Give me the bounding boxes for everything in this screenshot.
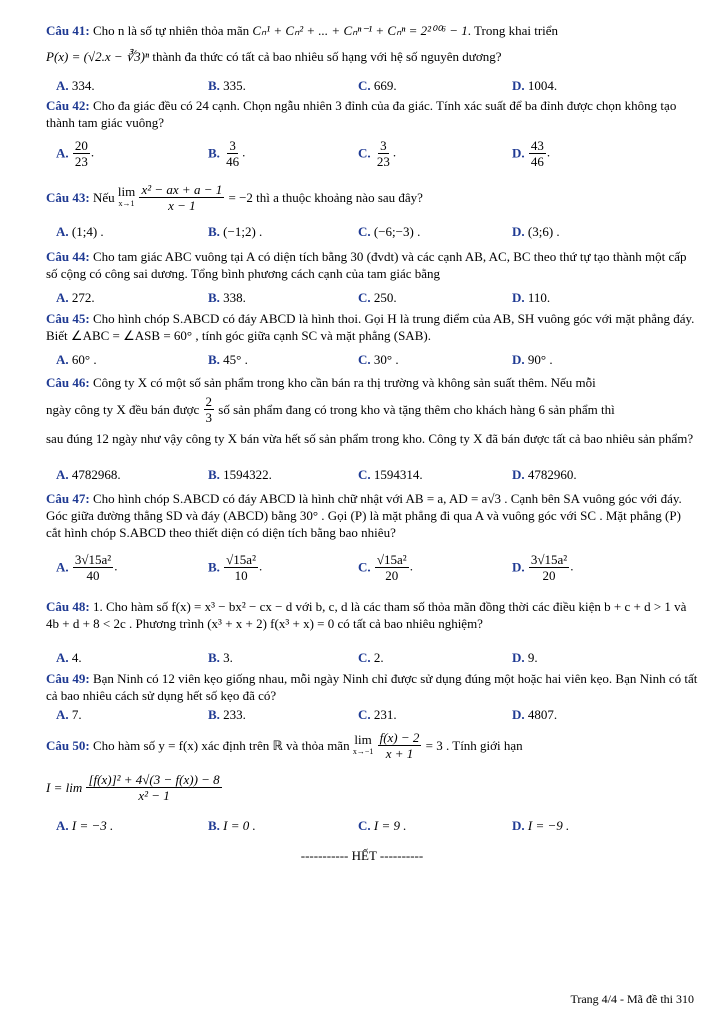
option-b[interactable]: B. $\frac{\text{√15a²}}{10}$ . (208, 552, 263, 583)
question-45 (46, 310, 698, 344)
option-b[interactable]: B. 233. (208, 707, 246, 722)
question-text: 1. Cho hàm số f(x) = x³ − bx² − cx − d với b, c, d là các tham số thỏa mãn đồng thời các điều kiện b + c + d > 1 và 4b + d + 8 < 2c . Phương trình (x³ + x + 2) f(x³ + x) = 0 có tất cả bao nhiêu nghiệm? (46, 599, 687, 631)
option-d[interactable]: D. 4807. (512, 707, 558, 722)
options-47 (46, 552, 686, 588)
question-46 (46, 374, 698, 391)
question-label: Câu 46: (46, 375, 90, 390)
option-c[interactable]: C. (−6;−3) . (358, 224, 421, 239)
option-a[interactable]: A. 4. (56, 650, 82, 665)
option-c[interactable]: C. 231. (358, 707, 397, 722)
question-text: Cho đa giác đều có 24 cạnh. Chọn ngẫu nhiên 3 đỉnh của đa giác. Tính xác suất để ba đỉnh được chọn không tạo thành tam giác vuông? (46, 98, 677, 130)
limit-fraction: $\frac{f(x) - 2}{x + 1}$ (379, 730, 420, 761)
limit-fraction: $\frac{\text{x² − ax + a − 1}}{x - 1}$ (141, 182, 223, 213)
question-49 (46, 670, 698, 704)
option-b[interactable]: B. 338. (208, 290, 246, 305)
option-c[interactable]: C. I = 9 . (358, 818, 407, 833)
question-46-line3 (46, 430, 698, 447)
option-a[interactable]: A. $\frac{\text{3√15a²}}{40}$ . (56, 552, 118, 583)
option-d[interactable]: D. $\frac{43}{46}$ . (512, 138, 551, 169)
question-41 (46, 22, 698, 39)
question-label: Câu 43: (46, 190, 90, 205)
limit-fraction: $\frac{\text{[f(x)]² + 4√(3 − f(x)) − 8}}{\text{x² − 1}}$ (88, 772, 220, 803)
fraction: $\frac{2}{3}$ (205, 394, 213, 425)
option-d[interactable]: D. 110. (512, 290, 551, 305)
option-c[interactable]: C. 1594314. (358, 467, 423, 482)
options-46 (46, 467, 686, 485)
option-b[interactable]: B. 1594322. (208, 467, 272, 482)
option-b[interactable]: B. 335. (208, 78, 246, 93)
options-49 (46, 707, 686, 725)
question-label: Câu 47: (46, 491, 90, 506)
question-text: Cho n là số tự nhiên thỏa mãn (92, 23, 250, 38)
question-label: Câu 48: (46, 599, 90, 614)
option-d[interactable]: D. 9. (512, 650, 538, 665)
question-label: Câu 41: (46, 23, 90, 38)
limit: lim x→−1 (352, 731, 374, 756)
option-a[interactable]: A. 272. (56, 290, 95, 305)
options-43 (46, 224, 686, 242)
question-text: Công ty X có một số sản phẩm trong kho cần bán ra thị trường và không sản suất thêm. Nếu mỗi (92, 375, 596, 390)
option-c[interactable]: C. 669. (358, 78, 397, 93)
option-d[interactable]: D. 1004. (512, 78, 558, 93)
option-a[interactable]: A. (1;4) . (56, 224, 104, 239)
option-c[interactable]: C. 30° . (358, 352, 399, 367)
option-a[interactable]: A. I = −3 . (56, 818, 114, 833)
option-a[interactable]: A. 7. (56, 707, 82, 722)
option-d[interactable]: D. I = −9 . (512, 818, 570, 833)
formula: P(x) = (√2.x − ∛3)ⁿ (46, 49, 150, 64)
option-b[interactable]: B. (−1;2) . (208, 224, 263, 239)
question-text: = −2 thì a thuộc khoảng nào sau đây? (228, 190, 423, 205)
options-44 (46, 290, 686, 308)
question-text: Cho hình chóp S.ABCD có đáy ABCD là hình chữ nhật với AB = a, AD = a√3 . Cạnh bên SA vuông góc với đáy. Góc giữa đường thẳng SD và đáy (ABCD) bằng 30° . Gọi (P) là mặt phẳng đi qua A và vuông góc với SC . Mặt phẳng (P) cắt hình chóp S.ABCD theo thiết diện có diện tích bằng bao nhiêu? (46, 491, 682, 540)
question-44 (46, 248, 698, 282)
options-42 (46, 138, 686, 172)
option-b[interactable]: B. $\frac{3}{46}$ . (208, 138, 246, 169)
option-b[interactable]: B. 45° . (208, 352, 248, 367)
question-42 (46, 97, 698, 131)
question-label: Câu 45: (46, 311, 90, 326)
formula: Cₙ¹ + Cₙ² + ... + Cₙⁿ⁻¹ + Cₙⁿ = 2²⁰⁰⁶ − 1 (252, 23, 468, 38)
question-text: thành đa thức có tất cả bao nhiêu số hạng với hệ số nguyên dương? (152, 49, 502, 64)
option-c[interactable]: C. $\frac{3}{23}$ . (358, 138, 397, 169)
options-45 (46, 352, 686, 370)
options-48 (46, 650, 686, 668)
end-marker: ----------- HẾT ---------- (300, 848, 424, 863)
question-46-line2: ngày công ty X đều bán được $\frac{2}{3}$ số sản phẩm đang có trong kho và tặng thêm cho khách hàng 6 sản phẩm thì (46, 394, 615, 425)
question-43: Câu 43: Nếu lim x→1 $\frac{\text{x² − ax + a − 1}}{x - 1}$ = −2 thì a thuộc khoảng nào sau đây? (46, 182, 423, 213)
option-c[interactable]: C. 2. (358, 650, 384, 665)
question-47 (46, 490, 698, 541)
option-d[interactable]: D. 4782960. (512, 467, 577, 482)
option-d[interactable]: D. (3;6) . (512, 224, 560, 239)
question-text: Bạn Ninh có 12 viên kẹo giống nhau, mỗi ngày Ninh chỉ được sử dụng đúng một hoặc hai viên kẹo. Bạn Ninh có tất cả bao nhiêu cách sử dụng hết số kẹo đã có? (46, 671, 698, 703)
limit: lim x→1 (117, 183, 136, 208)
option-a[interactable]: A. 334. (56, 78, 95, 93)
question-41-line2 (46, 48, 698, 65)
options-50 (46, 818, 686, 836)
question-50-limit: I = lim $\frac{\text{[f(x)]² + 4√(3 − f(x)) − 8}}{\text{x² − 1}}$ (46, 772, 220, 803)
option-b[interactable]: B. I = 0 . (208, 818, 256, 833)
question-text: Cho hình chóp S.ABCD có đáy ABCD là hình thoi. Gọi H là trung điểm của AB, SH vuông góc với mặt phẳng đáy. Biết ∠ABC = ∠ASB = 60° , tính góc giữa cạnh SC và mặt phẳng (SAB). (46, 311, 695, 343)
option-d[interactable]: D. $\frac{\text{3√15a²}}{20}$ . (512, 552, 574, 583)
page-number: Trang 4/4 - Mã đề thi 310 (570, 992, 694, 1006)
option-a[interactable]: A. $\frac{20}{23}$ . (56, 138, 95, 169)
option-d[interactable]: D. 90° . (512, 352, 553, 367)
option-c[interactable]: C. $\frac{\text{√15a²}}{20}$ . (358, 552, 413, 583)
option-a[interactable]: A. 4782968. (56, 467, 121, 482)
option-c[interactable]: C. 250. (358, 290, 397, 305)
question-50: Câu 50: Cho hàm số y = f(x) xác định trên ℝ và thỏa mãn lim x→−1 $\frac{f(x) - 2}{x + 1}$ = 3 . Tính giới hạn (46, 730, 523, 761)
option-b[interactable]: B. 3. (208, 650, 233, 665)
question-label: Câu 50: (46, 738, 90, 753)
question-text: . Trong khai triển (467, 23, 559, 38)
question-48 (46, 598, 698, 632)
question-text: Cho tam giác ABC vuông tại A có diện tích bằng 30 (đvdt) và các cạnh AB, AC, BC theo thứ tự tạo thành một cấp số cộng có công sai dương. Tổng bình phương cách cạnh của tam giác bằng (46, 249, 687, 281)
question-text: sau đúng 12 ngày như vậy công ty X bán vừa hết số sản phẩm trong kho. Công ty X đã bán được tất cả bao nhiêu sản phẩm? (46, 431, 694, 446)
option-a[interactable]: A. 60° . (56, 352, 97, 367)
options-41 (46, 78, 686, 96)
question-label: Câu 42: (46, 98, 90, 113)
question-label: Câu 49: (46, 671, 90, 686)
question-label: Câu 44: (46, 249, 90, 264)
